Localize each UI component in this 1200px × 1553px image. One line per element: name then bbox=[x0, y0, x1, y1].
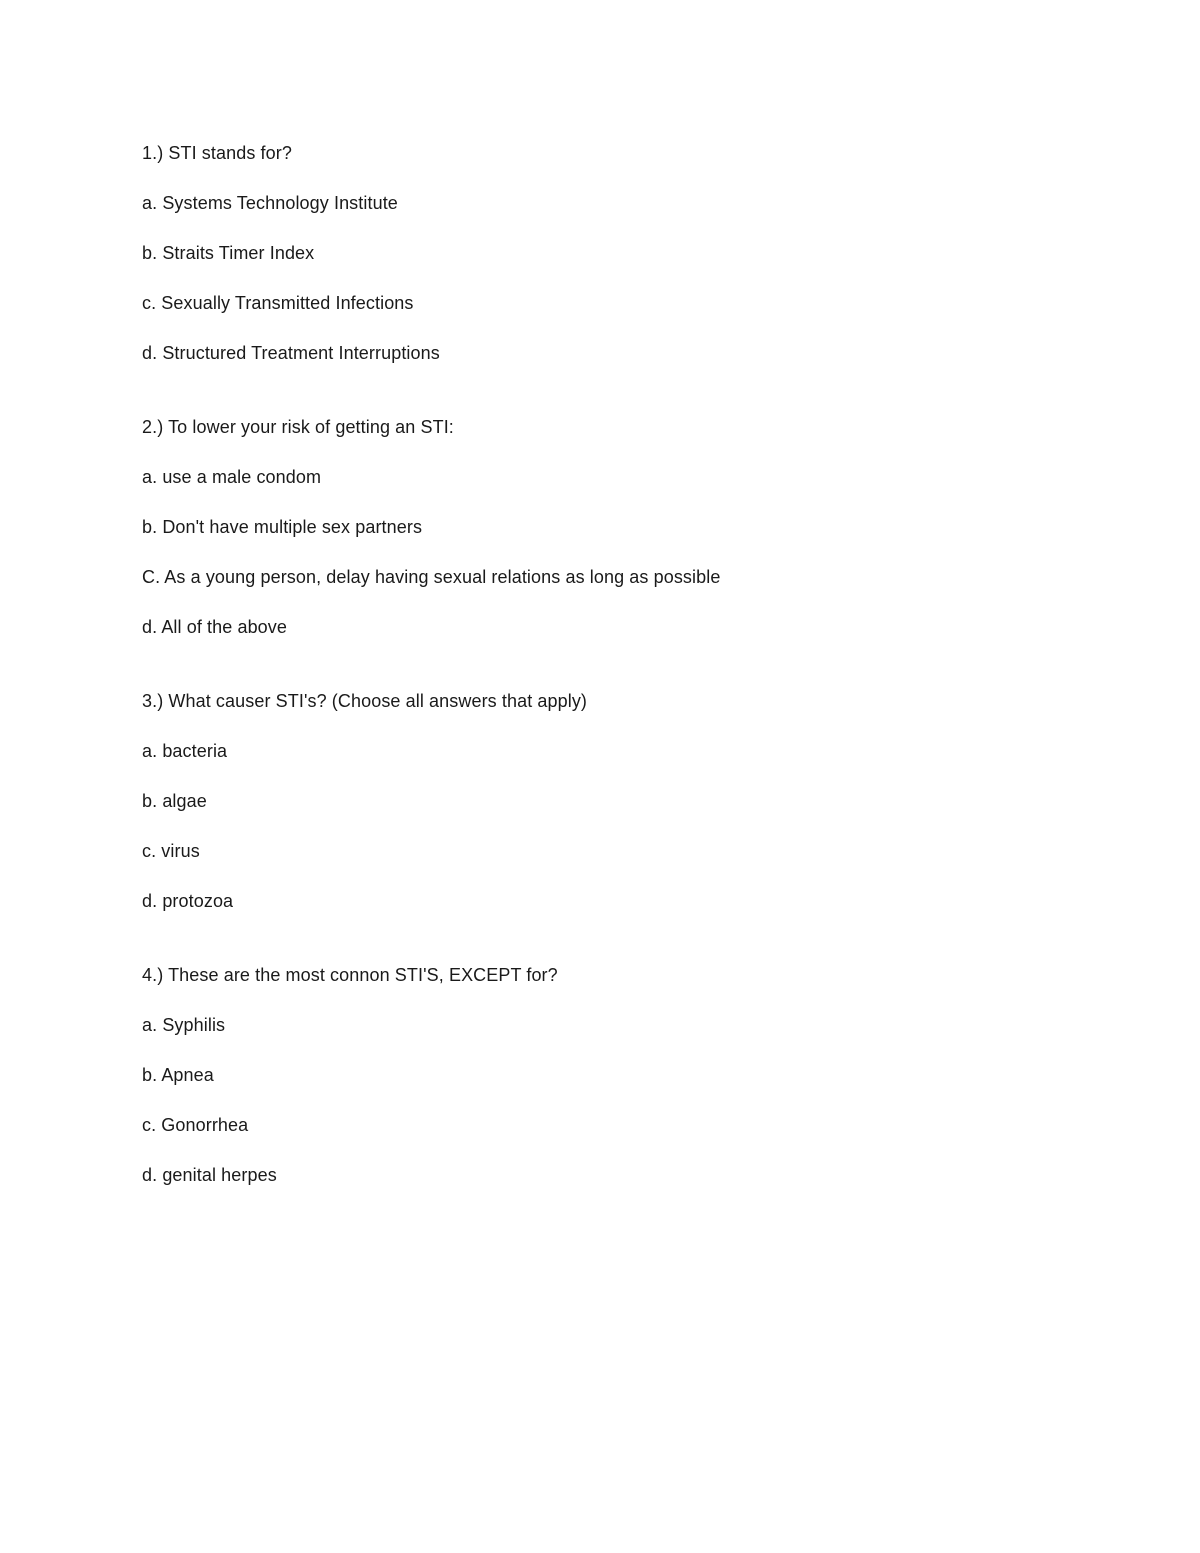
question-1 bbox=[142, 141, 1142, 365]
question-prompt: 2.) To lower your risk of getting an STI: bbox=[142, 417, 454, 437]
answer-option-b: b. Apnea bbox=[142, 1065, 214, 1085]
question-2 bbox=[142, 415, 1142, 639]
answer-option-a: a. Systems Technology Institute bbox=[142, 193, 398, 213]
question-prompt: 1.) STI stands for? bbox=[142, 143, 292, 163]
answer-option-d: d. genital herpes bbox=[142, 1165, 277, 1185]
answer-option-c: c. Gonorrhea bbox=[142, 1115, 249, 1135]
answer-option-a: a. bacteria bbox=[142, 741, 228, 761]
answer-option-c: c. Sexually Transmitted Infections bbox=[142, 293, 414, 313]
quiz-content bbox=[142, 141, 1142, 1237]
question-prompt: 3.) What causer STI's? (Choose all answers that apply) bbox=[142, 691, 588, 711]
answer-option-a: a. use a male condom bbox=[142, 467, 322, 487]
answer-option-b: b. Don't have multiple sex partners bbox=[142, 517, 423, 537]
answer-option-d: d. Structured Treatment Interruptions bbox=[142, 343, 440, 363]
question-4 bbox=[142, 963, 1142, 1187]
question-prompt: 4.) These are the most connon STI'S, EXCEPT for? bbox=[142, 965, 558, 985]
answer-option-d: d. All of the above bbox=[142, 617, 288, 637]
answer-option-b: b. algae bbox=[142, 791, 207, 811]
question-3 bbox=[142, 689, 1142, 913]
answer-option-a: a. Syphilis bbox=[142, 1015, 226, 1035]
answer-option-c: C. As a young person, delay having sexual relations as long as possible bbox=[142, 567, 721, 587]
answer-option-b: b. Straits Timer Index bbox=[142, 243, 315, 263]
answer-option-d: d. protozoa bbox=[142, 891, 234, 911]
answer-option-c: c. virus bbox=[142, 841, 200, 861]
